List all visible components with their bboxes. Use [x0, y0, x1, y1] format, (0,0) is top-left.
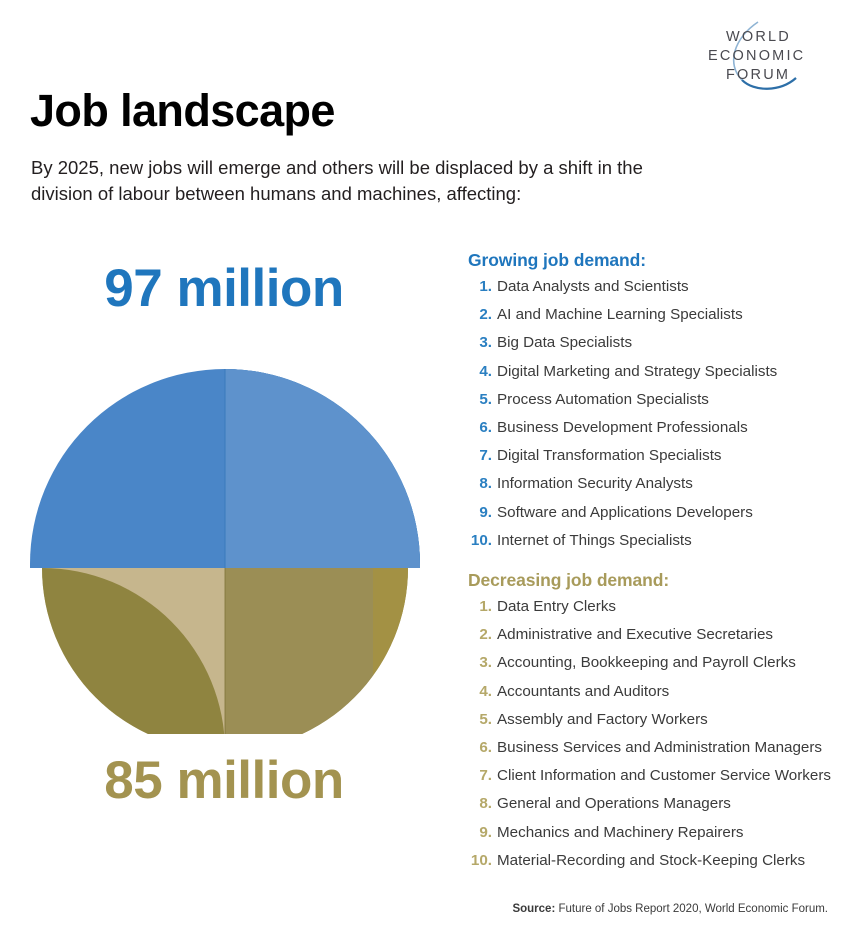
list-item-number: 6. — [479, 419, 492, 437]
list-item-number: 3. — [479, 334, 492, 352]
growing-value-label: 97 million — [104, 259, 344, 318]
list-item-label: Accountants and Auditors — [497, 682, 670, 700]
list-item-number: 7. — [479, 447, 492, 465]
list-item — [468, 740, 834, 755]
list-item-number: 8. — [479, 795, 492, 813]
job-lists — [468, 250, 834, 881]
list-item-number: 8. — [479, 475, 492, 493]
list-item-number: 6. — [479, 739, 492, 757]
page-subtitle: By 2025, new jobs will emerge and others will be displaced by a shift in the division of labour between humans and machines, affecting: — [31, 157, 643, 204]
decreasing-value-label: 85 million — [104, 751, 344, 810]
list-item-number: 2. — [479, 626, 492, 644]
list-item-number: 3. — [479, 654, 492, 672]
list-item-label: Digital Marketing and Strategy Specialists — [497, 362, 778, 380]
list-item-label: Big Data Specialists — [497, 334, 633, 352]
list-item-number: 2. — [479, 306, 492, 324]
decreasing-job-demand-block — [468, 570, 834, 868]
list-item-label: Mechanics and Machinery Repairers — [497, 823, 744, 841]
list-item-label: Data Entry Clerks — [497, 598, 617, 616]
list-item — [468, 307, 834, 322]
list-item — [468, 505, 834, 520]
list-item-number: 5. — [479, 710, 492, 728]
list-item — [468, 627, 834, 642]
page-title: Job landscape — [30, 85, 335, 136]
growing-job-demand-block — [468, 250, 834, 548]
list-item — [468, 448, 834, 463]
logo-line-1: WORLD — [726, 29, 791, 45]
list-item — [468, 796, 834, 811]
list-item — [468, 825, 834, 840]
list-item-number: 10. — [470, 851, 492, 869]
list-item-label: Internet of Things Specialists — [497, 531, 692, 549]
decreasing-heading: Decreasing job demand: — [468, 570, 670, 591]
source-label: Source: — [512, 903, 556, 915]
list-item-label: Process Automation Specialists — [497, 390, 709, 408]
list-item-label: Business Development Professionals — [497, 419, 748, 437]
split-circle-diagram — [20, 364, 430, 734]
split-circle-visual — [0, 248, 448, 828]
list-item-label: Data Analysts and Scientists — [497, 278, 689, 295]
list-item-label: Administrative and Executive Secretaries — [497, 626, 774, 644]
list-item — [468, 279, 834, 294]
list-item-label: Client Information and Customer Service Workers — [497, 767, 831, 785]
list-item-label: Assembly and Factory Workers — [497, 710, 708, 728]
list-item — [468, 335, 834, 350]
decreasing-half — [20, 568, 430, 734]
list-item — [468, 684, 834, 699]
list-item — [468, 712, 834, 727]
list-item — [468, 599, 834, 614]
list-item-number: 4. — [479, 682, 492, 700]
list-item-label: Accounting, Bookkeeping and Payroll Clerks — [497, 654, 796, 672]
list-item-label: Information Security Analysts — [497, 475, 693, 493]
list-item — [468, 533, 834, 548]
growing-list — [468, 279, 834, 548]
list-item-number: 7. — [479, 767, 492, 785]
source-note — [512, 903, 828, 915]
list-item — [468, 364, 834, 379]
list-item-label: Digital Transformation Specialists — [497, 447, 722, 465]
logo-line-2: ECONOMIC — [708, 48, 806, 64]
list-item-number: 1. — [479, 278, 492, 295]
source-text: Future of Jobs Report 2020, World Economic Forum. — [555, 903, 828, 915]
list-item-number: 1. — [479, 598, 492, 616]
list-item-number: 4. — [479, 362, 492, 380]
decreasing-list — [468, 599, 834, 868]
list-item-label: AI and Machine Learning Specialists — [497, 306, 743, 324]
growing-heading: Growing job demand: — [468, 250, 646, 270]
list-item-number: 5. — [479, 390, 492, 408]
list-item-number: 10. — [470, 531, 492, 549]
growing-half — [20, 364, 430, 569]
list-item — [468, 655, 834, 670]
list-item — [468, 768, 834, 783]
list-item-label: General and Operations Managers — [497, 795, 731, 813]
list-item-number: 9. — [479, 823, 492, 841]
list-item-label: Business Services and Administration Managers — [497, 739, 823, 757]
logo-line-3: FORUM — [726, 67, 791, 83]
list-item-label: Material-Recording and Stock-Keeping Clerks — [497, 851, 806, 869]
list-item-number: 9. — [479, 503, 492, 521]
list-item-label: Software and Applications Developers — [497, 503, 753, 521]
wef-logo — [696, 18, 828, 94]
list-item — [468, 853, 834, 868]
list-item — [468, 392, 834, 407]
list-item — [468, 420, 834, 435]
list-item — [468, 476, 834, 491]
